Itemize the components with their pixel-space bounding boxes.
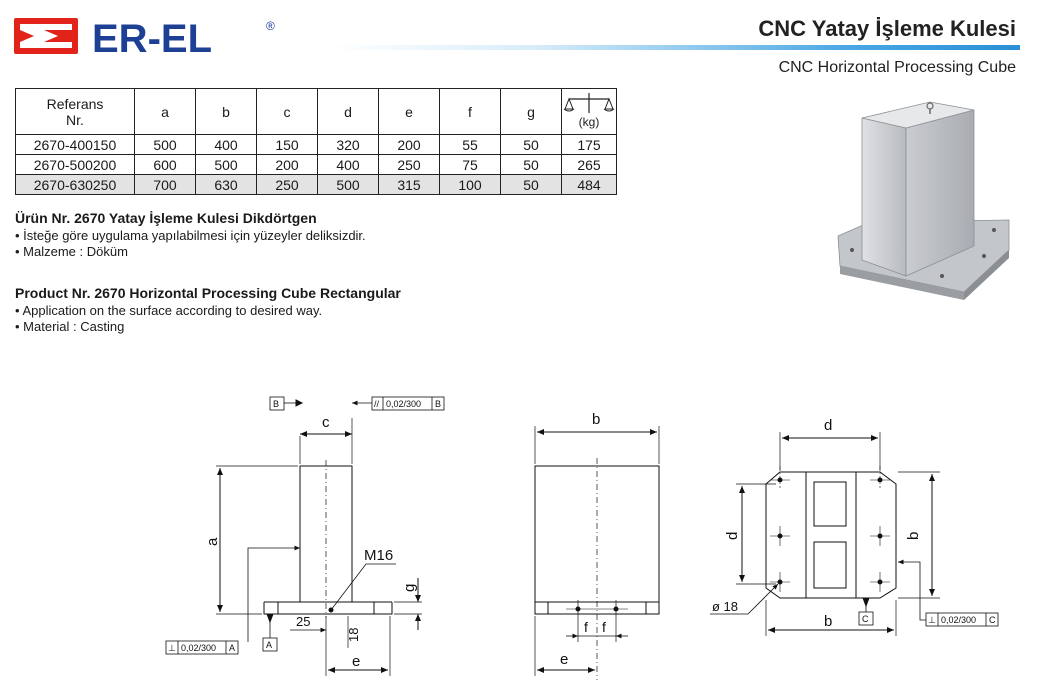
svg-text:0,02/300: 0,02/300: [941, 615, 977, 625]
svg-text:ø 18: ø 18: [712, 599, 739, 614]
table-header-row: [16, 89, 617, 135]
header-col: e: [379, 89, 440, 135]
svg-text:⊥: ⊥: [168, 643, 176, 653]
svg-text:18: 18: [346, 627, 361, 642]
logo-mark-icon: [14, 18, 78, 54]
svg-text:f: f: [584, 619, 588, 635]
er-el-logo: [14, 14, 284, 58]
svg-text:a: a: [204, 537, 221, 546]
svg-text:e: e: [352, 653, 361, 670]
svg-text:e: e: [560, 651, 569, 668]
technical-drawing: [0, 380, 1050, 699]
top-view: [710, 417, 998, 636]
svg-text:⊥: ⊥: [928, 615, 936, 625]
svg-text:b: b: [592, 411, 601, 428]
description-heading: Product Nr. 2670 Horizontal Processing Cube Rectangular: [15, 285, 401, 301]
page-title-tr: CNC Yatay İşleme Kulesi: [758, 16, 1016, 41]
svg-text:C: C: [989, 615, 996, 625]
header-weight: [562, 89, 617, 135]
svg-text:M16: M16: [364, 547, 394, 564]
table-row: 2670-630250 700 630 250 500 315 100 50 484: [16, 175, 617, 195]
header-col: g: [501, 89, 562, 135]
svg-text:C: C: [862, 614, 869, 624]
registered-mark: ®: [266, 19, 275, 33]
logo-text: ER-EL: [92, 17, 212, 58]
header-col: a: [135, 89, 196, 135]
product-photo: [834, 90, 1014, 300]
header-col: c: [257, 89, 318, 135]
table-row: 2670-500200 600 500 200 400 250 75 50 265: [16, 155, 617, 175]
header-col: f: [440, 89, 501, 135]
description-bullet: • Malzeme : Döküm: [15, 244, 128, 259]
svg-text:B: B: [435, 399, 442, 409]
svg-text:d: d: [724, 531, 741, 540]
svg-text:0,02/300: 0,02/300: [181, 643, 217, 653]
svg-text://: //: [374, 399, 380, 409]
description-bullet: • Material : Casting: [15, 319, 125, 334]
description-tr: [15, 210, 366, 260]
svg-text:f: f: [602, 619, 606, 635]
header-ref: Referans Nr.: [16, 89, 135, 135]
svg-text:A: A: [266, 640, 273, 650]
description-en: [15, 285, 401, 335]
description-heading: Ürün Nr. 2670 Yatay İşleme Kulesi Dikdörtgen: [15, 210, 317, 226]
spec-table: [15, 88, 617, 195]
svg-text:b: b: [824, 613, 833, 630]
front-view: [535, 411, 659, 680]
svg-text:d: d: [824, 417, 833, 434]
svg-text:(kg): (kg): [578, 115, 600, 129]
header-col: d: [318, 89, 379, 135]
page-title-en: CNC Horizontal Processing Cube: [778, 59, 1016, 76]
description-bullet: • İsteğe göre uygulama yapılabilmesi için yüzeyler deliksizdir.: [15, 228, 366, 243]
scale-icon: [563, 89, 615, 131]
svg-text:0,02/300: 0,02/300: [386, 399, 422, 409]
table-row: 2670-400150 500 400 150 320 200 55 50 175: [16, 135, 617, 155]
side-view: [166, 397, 444, 676]
svg-text:B: B: [273, 399, 280, 409]
svg-text:25: 25: [296, 614, 311, 629]
svg-text:A: A: [229, 643, 236, 653]
header-divider: [330, 45, 1020, 50]
svg-text:g: g: [401, 583, 418, 592]
svg-text:b: b: [905, 531, 922, 540]
svg-text:c: c: [322, 414, 330, 431]
description-bullet: • Application on the surface according to desired way.: [15, 303, 323, 318]
header-col: b: [196, 89, 257, 135]
